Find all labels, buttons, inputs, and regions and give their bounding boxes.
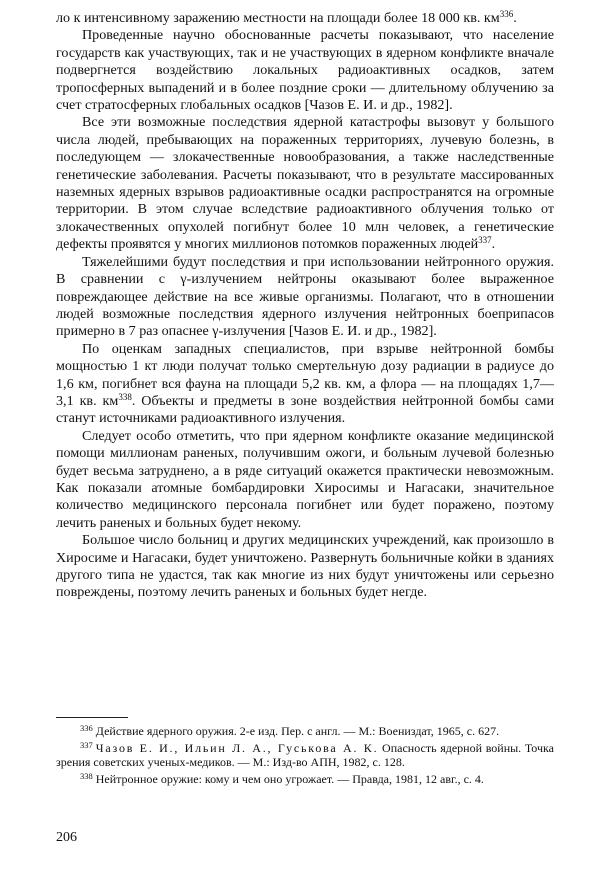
footnote-authors: Чазов Е. И., Ильин Л. А., Гуськова А. К. xyxy=(95,740,379,755)
paragraph-2: Проведенные научно обоснованные расчеты показывают, что население государств как участвующих, так и не участвующих в ядерном конфликте вначале подвергнется воздействию локальных радиоактивных осадков, затем тропосферных выпадений и в более поздние сроки — длительному облучению за счет стратосферных глобальных осадков [Чазов Е. И. и др., 1982]. xyxy=(56,27,554,114)
paragraph-7: Большое число больниц и других медицинских учреждений, как произошло в Хиросиме и Нагасаки, будет уничтожено. Развернуть больничные койки в зданиях другого типа не удастся, так как многие из них будут уничтожены или серьезно повреждены, поэтому лечить раненых и больных будет негде. xyxy=(56,532,554,601)
footnote-336: $^{336}$ Действие ядерного оружия. 2-е изд. Пер. с англ. — М.: Воениздат, 1965, с. 627. xyxy=(80,723,500,738)
paragraph-4: Тяжелейшими будут последствия и при использовании нейтронного оружия. В сравнении с γ-излучением нейтроны оказывают более выраженное повреждающее действие на все живые организмы. Полагают, что в отношении людей возможные последствия ядерного излучения нейтронных боеприпасов примерно в 7 раз опаснее γ-излучения [Чазов Е. И. и др., 1982]. xyxy=(56,253,554,340)
paragraph-3: Все эти возможные последствия ядерной катастрофы вызовут у большого числа людей, пребывающих на пораженных территориях, лучевую болезнь, в последующем — злокачественные новообразования, а также наследственные генетические заболевания. Расчеты показывают, что в результате массированных наземных ядерных взрывов радиоактивные осадки распространятся на огромные территории. В этом случае вследствие радиоактивного облучения только от злокачественных опухолей погибнут более 10 млн человек, а генетические дефекты проявятся у многих миллионов потомков пораженных людей$^{337}$. xyxy=(56,114,554,253)
footnote-338: $^{338}$ Нейтронное оружие: кому и чем оно угрожает. — Правда, 1981, 12 авг., с. 4. xyxy=(80,770,484,786)
paragraph-1: ло к интенсивному заражению местности на площади более 18 000 кв. $км^{336}$. xyxy=(56,9,517,26)
footnote-337: $^{337}$ Чазов Е. И., Ильин Л. А., Гуськова А. К. Опасность ядерной войны. Точка зрения советских ученых-медиков. — М.: Изд-во АПН, 1982, с. 128. xyxy=(56,739,554,770)
page-number: 206 xyxy=(56,830,77,845)
footnote-ref-338[interactable]: 338 xyxy=(118,391,132,402)
footnote-ref-337[interactable]: 337 xyxy=(478,235,492,246)
footnote-ref-336[interactable]: 336 xyxy=(499,9,514,19)
paragraph-6: Следует особо отметить, что при ядерном конфликте оказание медицинской помощи миллионам раненых, получившим ожоги, и больным лучевой болезнью будет весьма затруднено, а в ряде ситуаций окажется практически невозможным. Как показали атомные бомбардировки Хиросимы и Нагасаки, значительное количество медицинского персонала погибнет или будет поражено, поэтому лечить раненых и больных будет некому. xyxy=(56,427,554,531)
paragraph-5: По оценкам западных специалистов, при взрыве нейтронной бомбы мощностью 1 кт люди получат только смертельную дозу радиации в радиусе до 1,6 км, погибнет вся фауна на площади 5,2 кв. км, а флора — на площадях 1,7—3,1 кв. $км^{338}$. Объекты и предметы в зоне воздействия нейтронной бомбы сами станут источниками радиоактивного излучения. xyxy=(56,340,554,427)
footnote-divider xyxy=(56,717,128,718)
main-text xyxy=(56,10,554,602)
footnotes xyxy=(56,724,554,788)
